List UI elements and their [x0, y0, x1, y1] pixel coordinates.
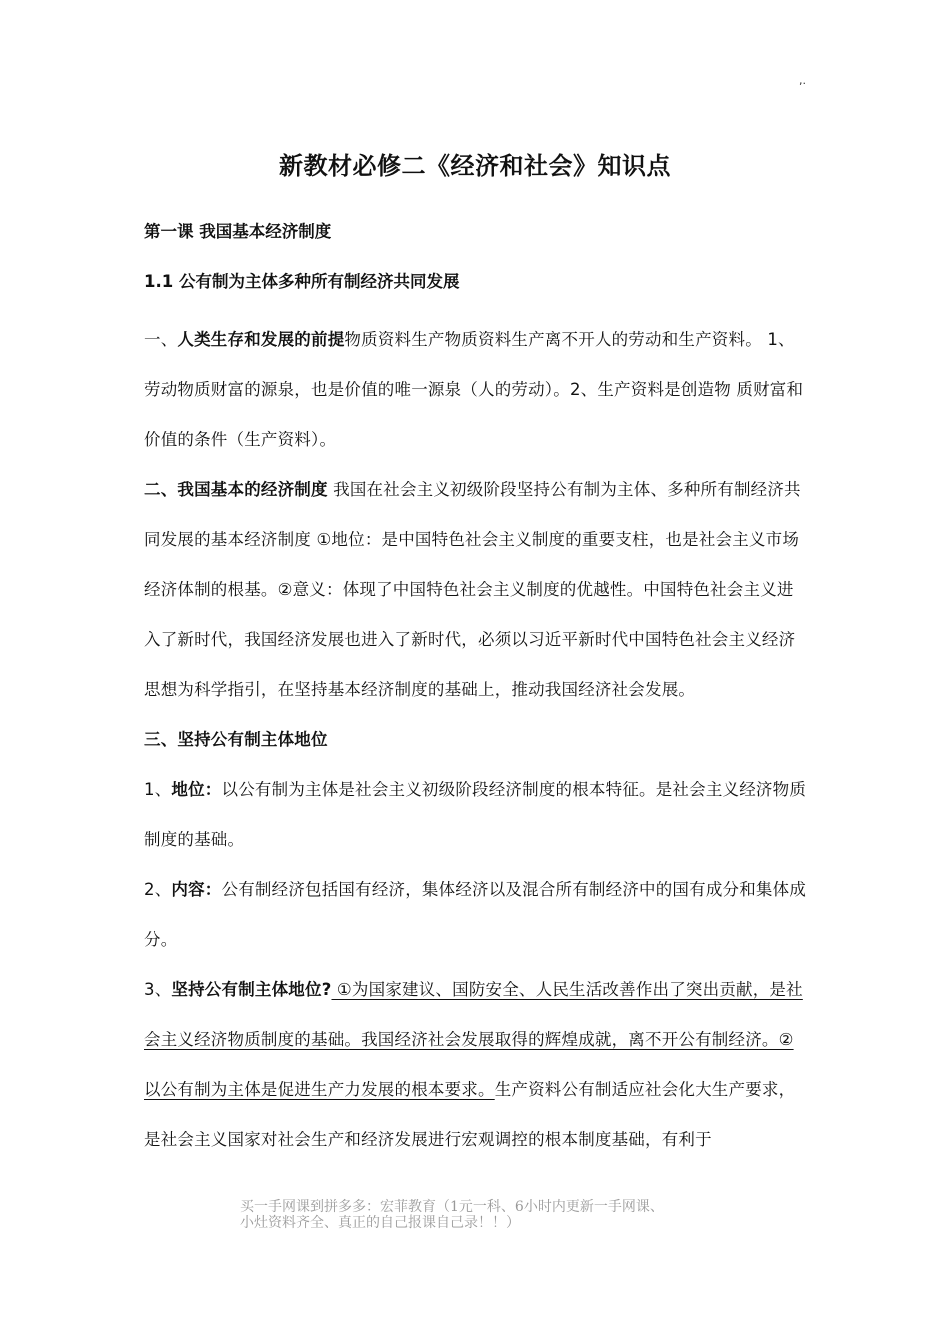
item1-text: 以公有制为主体是社会主义初级阶段经济制度的根本特征。是社会主义经济物质制度的基础。	[144, 780, 807, 849]
item3-bold: 坚持公有制主体地位?	[171, 980, 332, 999]
part1-prefix: 一、	[144, 330, 178, 349]
footer-line-2: 小灶资料齐全、真正的自己报课自己录！！）	[240, 1215, 520, 1231]
item1-prefix: 1、	[144, 780, 172, 799]
item1-bold: 地位：	[171, 780, 222, 799]
item3-text: 生产资料公有制适应社会化大生产要求，是社会主义国家对社会生产和经济发展进行宏观调控的根本制度基础，有利于	[144, 1080, 796, 1149]
item2-text: 公有制经济包括国有经济，集体经济以及混合所有制经济中的国有成分和集体成分。	[144, 880, 807, 949]
document-body	[144, 215, 808, 1165]
paragraph-item2	[144, 865, 808, 965]
footer-line-1: 买一手网课到拼多多：宏菲教育（1元一科、6小时内更新一手网课、	[240, 1199, 664, 1215]
item3-prefix: 3、	[144, 980, 172, 999]
paragraph-item1	[144, 765, 808, 865]
part1-text: 物质资料生产物质资料生产离不开人的劳动和生产资料。 1、劳动物质财富的源泉，也是价值的唯一源泉（人的劳动）。2、生产资料是创造物 质财富和价值的条件（生产资料）。	[144, 330, 804, 449]
part3-heading: 三、坚持公有制主体地位	[144, 730, 328, 749]
footer-watermark	[240, 1199, 760, 1231]
paragraph-part3-heading	[144, 715, 808, 765]
item2-prefix: 2、	[144, 880, 172, 899]
part2-text: 我国在社会主义初级阶段坚持公有制为主体、多种所有制经济共 同发展的基本经济制度 ①地位：是中国特色社会主义制度的重要支柱，也是社会主义市场经济体制的根基。②意义：体现了中国特色社会主义制度的优越性。中国特色社会主义进入了新时代，我国经济发展也进入了新时代，必须以习近平新时代中国特色社会主义经济思想为科学指引，在坚持基本经济制度的基础上，推动我国经济社会发展。	[144, 480, 801, 699]
section-heading: 1.1 公有制为主体多种所有制经济共同发展	[144, 272, 460, 291]
part2-bold: 二、我国基本的经济制度	[144, 480, 328, 499]
corner-mark: ,.	[799, 74, 806, 87]
part1-bold: 人类生存和发展的前提	[177, 330, 345, 349]
paragraph-part2	[144, 465, 808, 715]
paragraph-part1	[144, 315, 808, 465]
lesson-heading: 第一课 我国基本经济制度	[144, 222, 332, 241]
item3-underlined-text: ①为国家建议、国防安全、人民生活改善作出了突出贡献，是社会主义经济物质制度的基础。我国经济社会发展取得的辉煌成就，离不开公有制经济。②以公有制为主体是促进生产力发展的根本要求。	[144, 980, 803, 1099]
document-title: 新教材必修二《经济和社会》知识点	[279, 152, 671, 180]
paragraph-item3	[144, 965, 808, 1165]
item2-bold: 内容：	[171, 880, 222, 899]
